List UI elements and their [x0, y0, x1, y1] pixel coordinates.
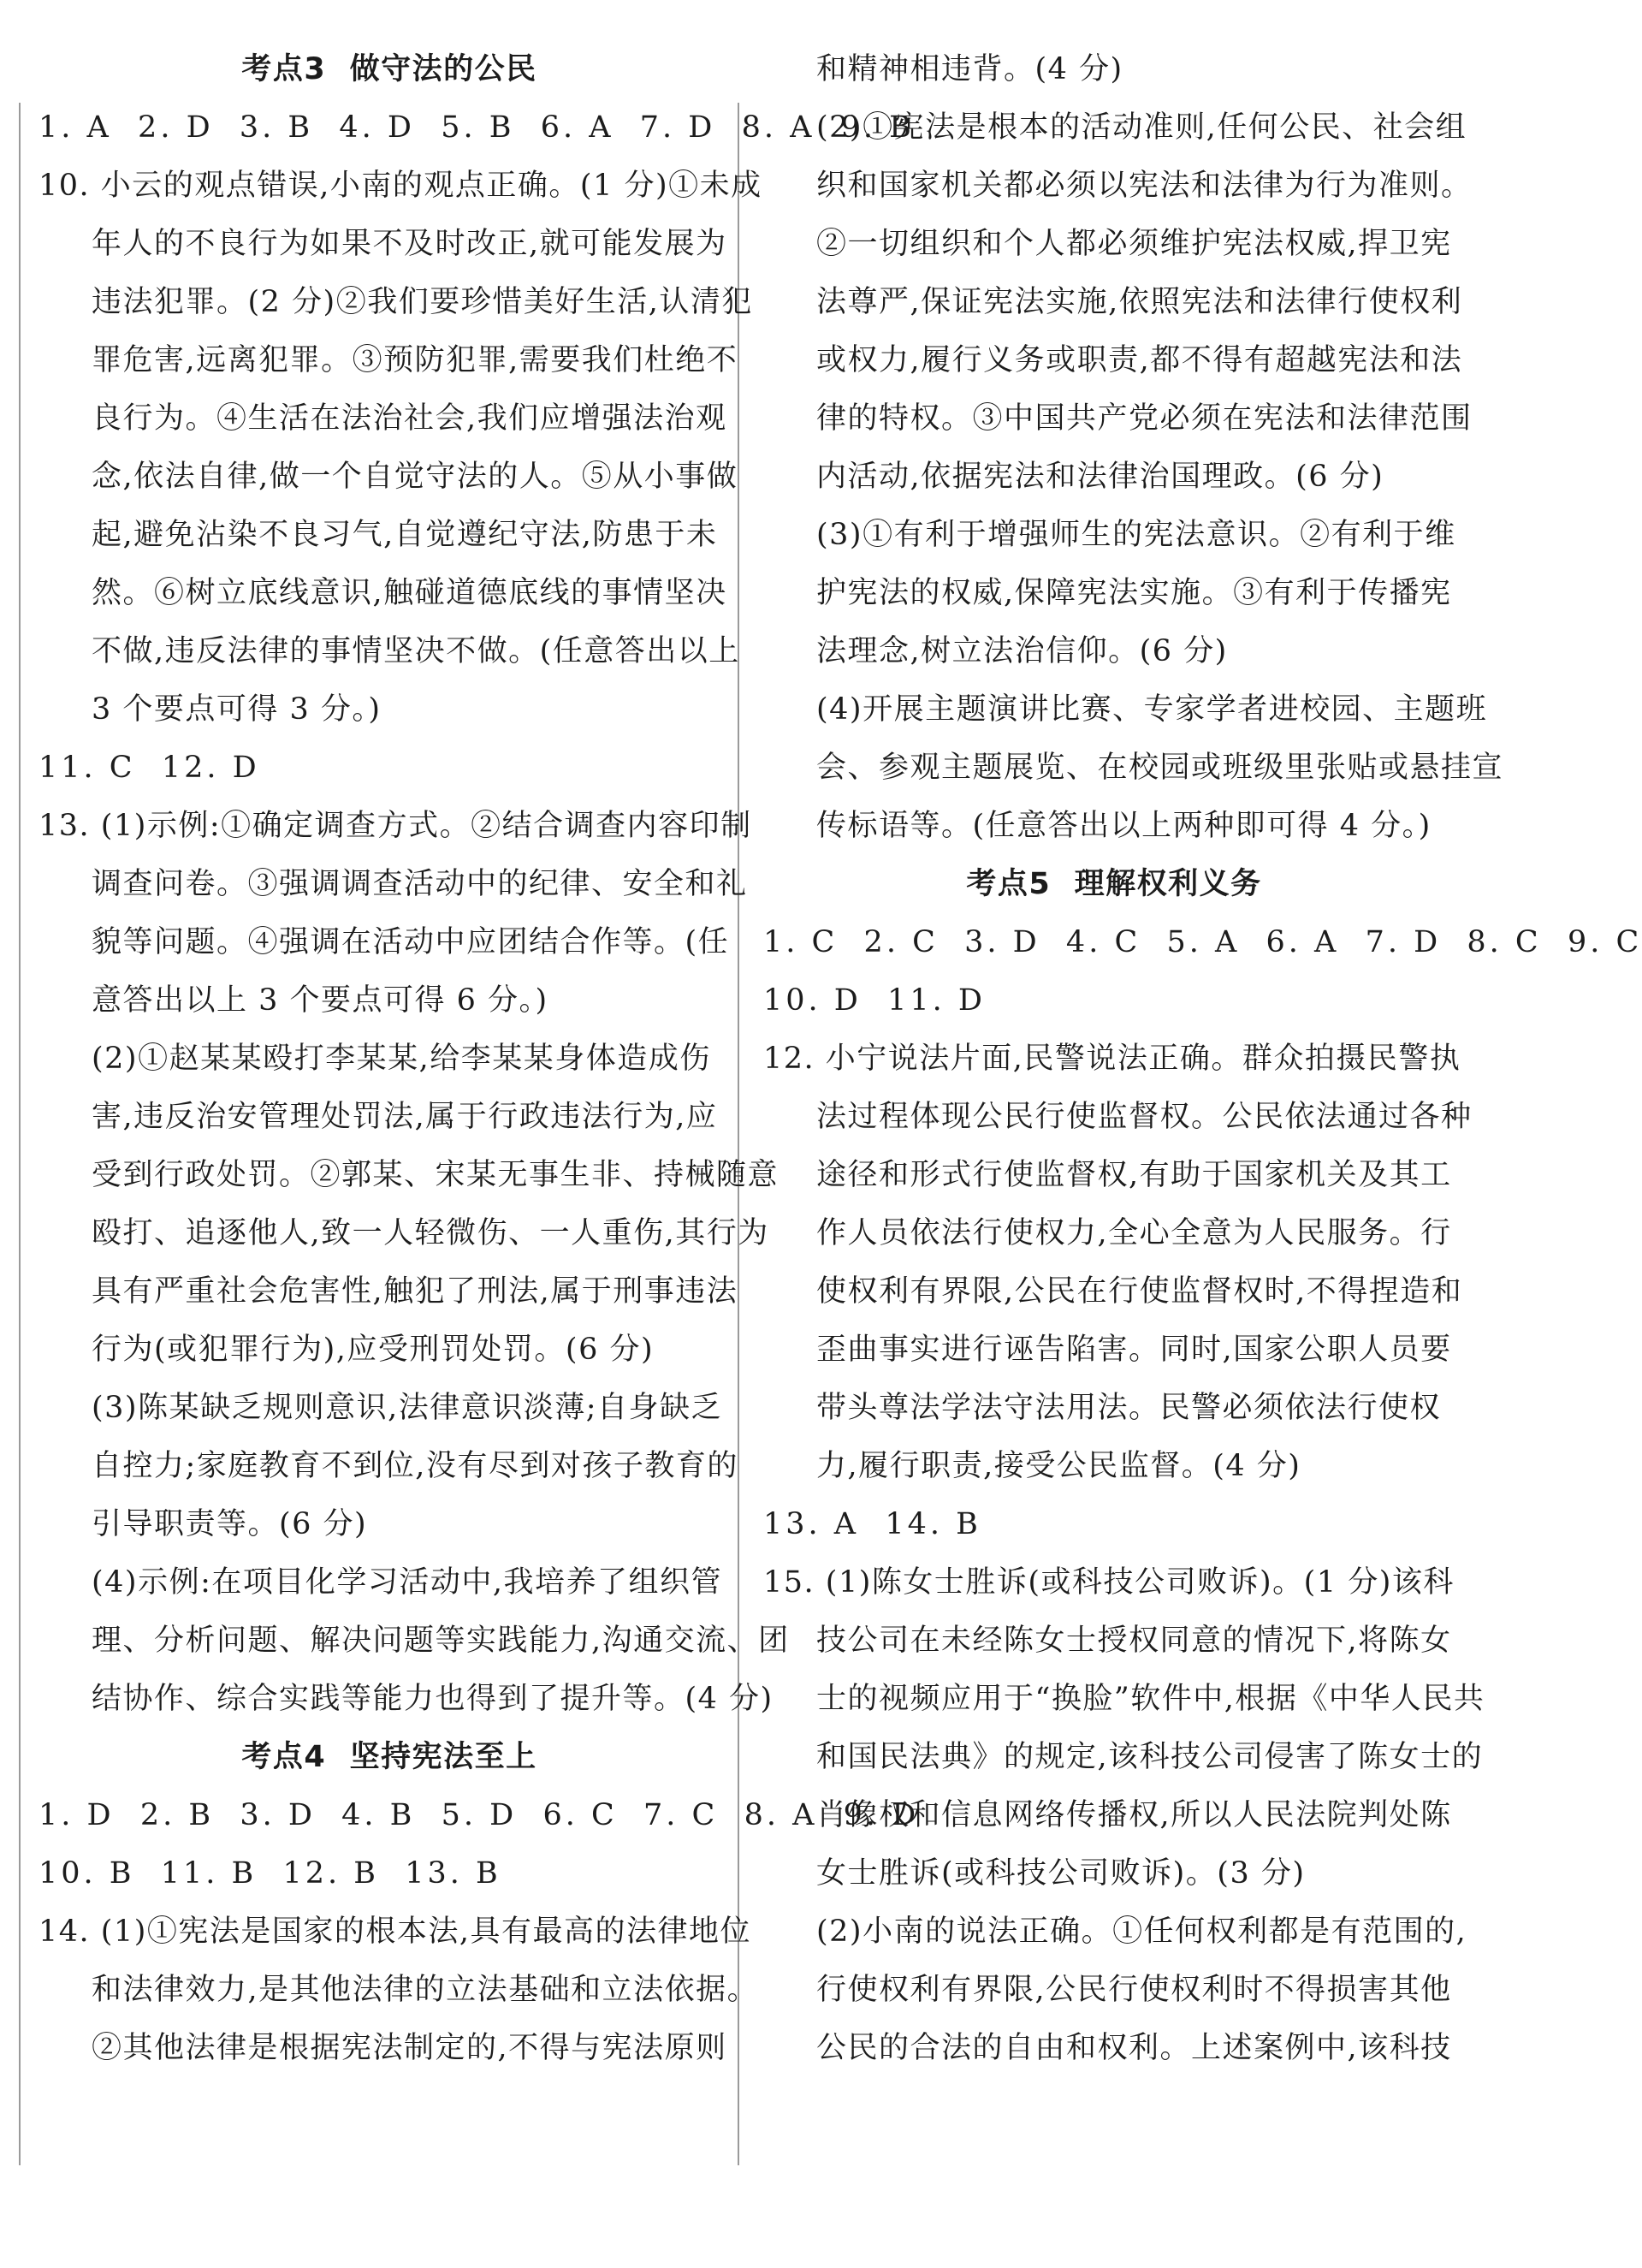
answer-text-line: (2)①宪法是根本的活动准则,任何公民、社会组: [816, 110, 1467, 145]
answer-text-line: 会、参观主题展览、在校园或班级里张贴或悬挂宣: [816, 751, 1504, 785]
answer-text-line: 起,避免沾染不良习气,自觉遵纪守法,防患于未: [92, 518, 718, 552]
answer-text-line: 技公司在未经陈女士授权同意的情况下,将陈女: [816, 1624, 1452, 1658]
answer-text-line: 14. (1)①宪法是国家的根本法,具有最高的法律地位: [39, 1915, 751, 1949]
answer-key-line: 1. D 2. B 3. D 4. B 5. D 6. C 7. C 8. A 9. D: [39, 1798, 920, 1832]
answer-text-line: 貌等问题。④强调在活动中应团结合作等。(任: [92, 925, 730, 959]
answer-key-line: 10. B 11. B 12. B 13. B: [39, 1856, 501, 1891]
answer-text-line: 害,违反治安管理处罚法,属于行政违法行为,应: [92, 1100, 718, 1134]
answer-text-line: 女士胜诉(或科技公司败诉)。(3 分): [816, 1856, 1306, 1891]
answer-text-line: 调查问卷。③强调调查活动中的纪律、安全和礼: [92, 867, 748, 901]
answer-text-line: 歪曲事实进行诬告陷害。同时,国家公职人员要: [816, 1333, 1452, 1367]
answer-text-line: (3)陈某缺乏规则意识,法律意识淡薄;自身缺乏: [92, 1391, 722, 1425]
answer-text-line: 3 个要点可得 3 分。): [92, 692, 382, 727]
answer-text-line: 具有严重社会危害性,触犯了刑法,属于刑事违法: [92, 1274, 738, 1309]
answer-text-line: 殴打、追逐他人,致一人轻微伤、一人重伤,其行为: [92, 1216, 769, 1250]
answer-text-line: 律的特权。③中国共产党必须在宪法和法律范围: [816, 401, 1473, 436]
answer-text-line: 士的视频应用于“换脸”软件中,根据《中华人民共: [816, 1682, 1485, 1716]
answer-text-line: 力,履行职责,接受公民监督。(4 分): [816, 1449, 1301, 1483]
answer-text-line: 罪危害,远离犯罪。③预防犯罪,需要我们杜绝不: [92, 343, 738, 377]
answer-text-line: 年人的不良行为如果不及时改正,就可能发展为: [92, 227, 727, 261]
answer-text-line: 念,依法自律,做一个自觉守法的人。⑤从小事做: [92, 460, 738, 494]
answer-text-line: 使权利有界限,公民在行使监督权时,不得捏造和: [816, 1274, 1463, 1309]
answer-text-line: 作人员依法行使权力,全心全意为人民服务。行: [816, 1216, 1452, 1250]
section-heading: 考点5 理解权利义务: [966, 867, 1262, 901]
answer-text-line: 受到行政处罚。②郭某、宋某无事生非、持械随意: [92, 1158, 780, 1192]
answer-text-line: 违法犯罪。(2 分)②我们要珍惜美好生活,认清犯: [92, 285, 753, 319]
answer-text-line: 或权力,履行义务或职责,都不得有超越宪法和法: [816, 343, 1463, 377]
answer-text-line: 12. 小宁说法片面,民警说法正确。群众拍摄民警执: [763, 1042, 1461, 1076]
answer-text-line: 行使权利有界限,公民行使权利时不得损害其他: [816, 1973, 1452, 2007]
answer-text-line: 结协作、综合实践等能力也得到了提升等。(4 分): [92, 1682, 774, 1716]
answer-text-line: 护宪法的权威,保障宪法实施。③有利于传播宪: [816, 576, 1452, 610]
right-column: [763, 0, 1642, 2268]
answer-text-line: 行为(或犯罪行为),应受刑罚处罚。(6 分): [92, 1333, 655, 1367]
answer-text-line: ②一切组织和个人都必须维护宪法权威,捍卫宪: [816, 227, 1452, 261]
answer-key-line: 1. C 2. C 3. D 4. C 5. A 6. A 7. D 8. C 9. C: [763, 925, 1642, 959]
answer-text-line: 公民的合法的自由和权利。上述案例中,该科技: [816, 2031, 1452, 2065]
answer-text-line: 途径和形式行使监督权,有助于国家机关及其工: [816, 1158, 1452, 1192]
answer-text-line: 和法律效力,是其他法律的立法基础和立法依据。: [92, 1973, 759, 2007]
answer-text-line: 内活动,依据宪法和法律治国理政。(6 分): [816, 460, 1384, 494]
answer-text-line: ②其他法律是根据宪法制定的,不得与宪法原则: [92, 2031, 727, 2065]
section-heading: 考点4 坚持宪法至上: [241, 1740, 537, 1774]
answer-text-line: (3)①有利于增强师生的宪法意识。②有利于维: [816, 518, 1456, 552]
section-heading: 考点3 做守法的公民: [241, 52, 537, 86]
answer-text-line: 13. (1)示例:①确定调查方式。②结合调查内容印制: [39, 809, 752, 843]
answer-text-line: 法过程体现公民行使监督权。公民依法通过各种: [816, 1100, 1473, 1134]
answer-text-line: 肖像权和信息网络传播权,所以人民法院判处陈: [816, 1798, 1452, 1832]
answer-text-line: (2)①赵某某殴打李某某,给李某某身体造成伤: [92, 1042, 711, 1076]
answer-text-line: (4)示例:在项目化学习活动中,我培养了组织管: [92, 1565, 722, 1600]
answer-text-line: 然。⑥树立底线意识,触碰道德底线的事情坚决: [92, 576, 727, 610]
answer-text-line: (4)开展主题演讲比赛、专家学者进校园、主题班: [816, 692, 1488, 727]
answer-text-line: 理、分析问题、解决问题等实践能力,沟通交流、团: [92, 1624, 790, 1658]
answer-text-line: 传标语等。(任意答出以上两种即可得 4 分。): [816, 809, 1432, 843]
answer-text-line: 15. (1)陈女士胜诉(或科技公司败诉)。(1 分)该科: [763, 1565, 1455, 1600]
answer-text-line: 10. 小云的观点错误,小南的观点正确。(1 分)①未成: [39, 169, 762, 203]
answer-text-line: 带头尊法学法守法用法。民警必须依法行使权: [816, 1391, 1442, 1425]
answer-text-line: 意答出以上 3 个要点可得 6 分。): [92, 983, 548, 1018]
answer-text-line: 法理念,树立法治信仰。(6 分): [816, 634, 1228, 668]
answer-text-line: (2)小南的说法正确。①任何权利都是有范围的,: [816, 1915, 1467, 1949]
answer-text-line: 法尊严,保证宪法实施,依照宪法和法律行使权利: [816, 285, 1463, 319]
answer-text-line: 和国民法典》的规定,该科技公司侵害了陈女士的: [816, 1740, 1484, 1774]
answer-key-line: 10. D 11. D: [763, 983, 986, 1018]
answer-key-line: 11. C 12. D: [39, 751, 260, 785]
answer-text-line: 引导职责等。(6 分): [92, 1507, 368, 1541]
answer-text-line: 自控力;家庭教育不到位,没有尽到对孩子教育的: [92, 1449, 738, 1483]
left-margin-rule: [19, 103, 21, 2165]
answer-text-line: 和精神相违背。(4 分): [816, 52, 1123, 86]
answer-key-line: 13. A 14. B: [763, 1507, 981, 1541]
answer-text-line: 良行为。④生活在法治社会,我们应增强法治观: [92, 401, 727, 436]
answer-text-line: 不做,违反法律的事情坚决不做。(任意答出以上: [92, 634, 740, 668]
answer-key-line: 1. A 2. D 3. B 4. D 5. B 6. A 7. D 8. A 9. B: [39, 110, 915, 145]
answer-text-line: 织和国家机关都必须以宪法和法律为行为准则。: [816, 169, 1473, 203]
